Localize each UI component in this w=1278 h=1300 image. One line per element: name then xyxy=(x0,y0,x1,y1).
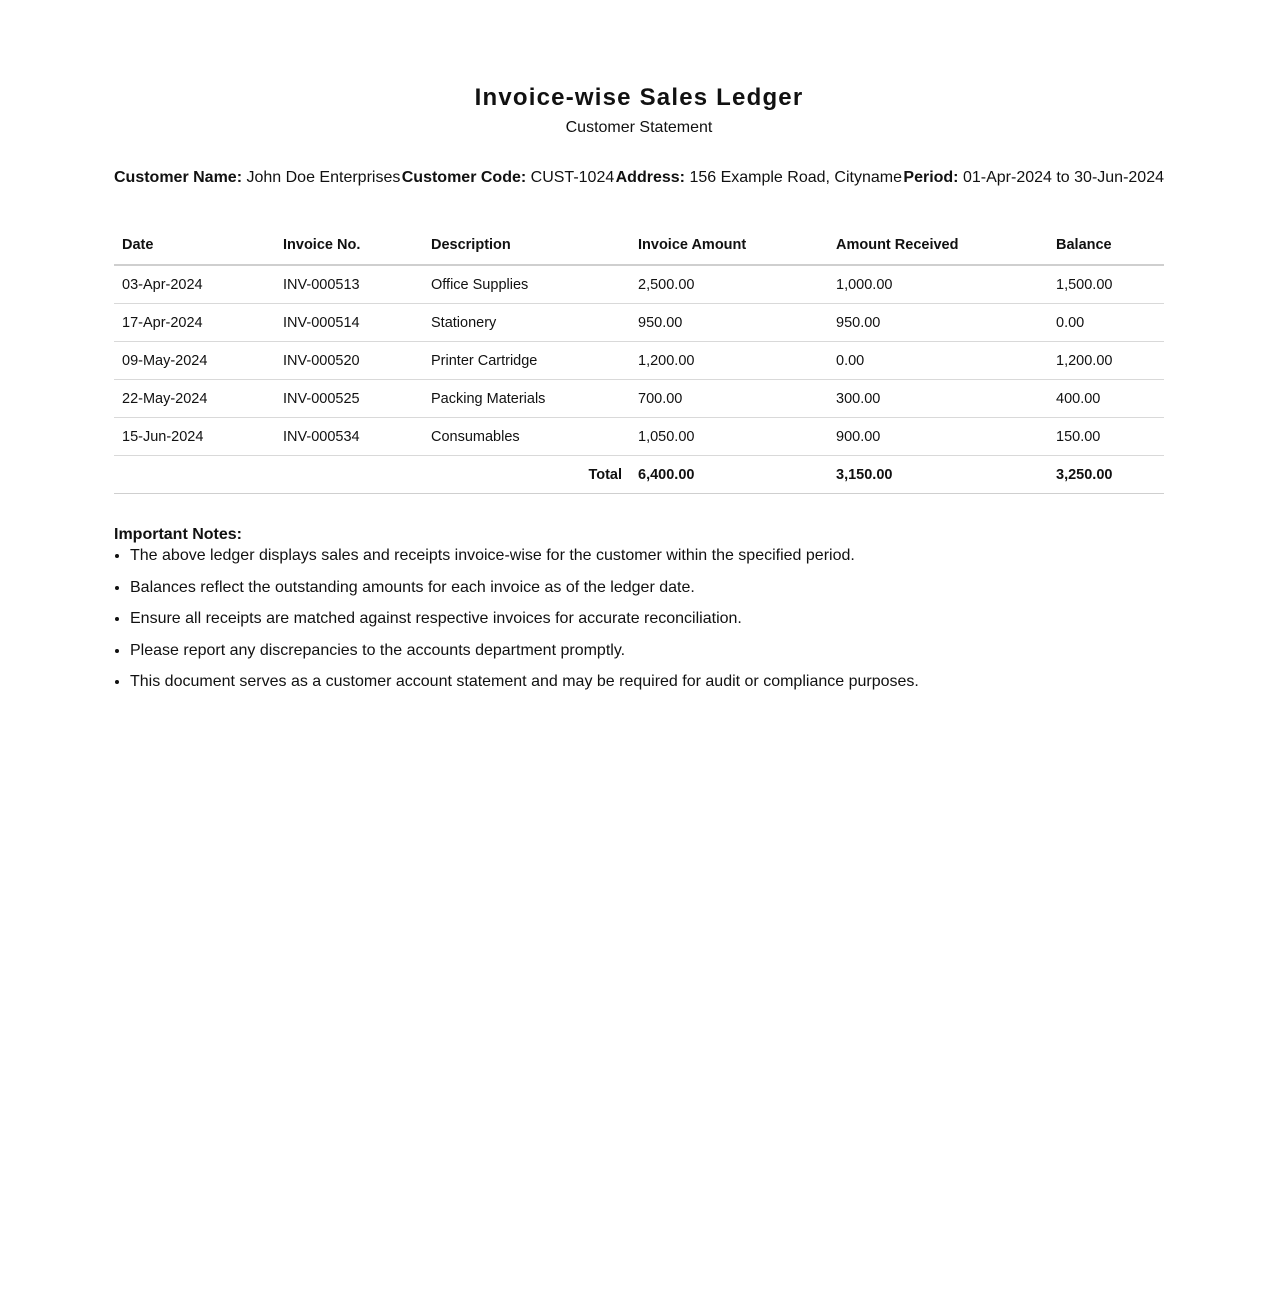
customer-address-value: 156 Example Road, Cityname xyxy=(689,169,902,186)
table-row xyxy=(114,304,1164,342)
cell-invoice-no: INV-000525 xyxy=(275,380,423,418)
cell-balance: 1,500.00 xyxy=(1048,265,1164,304)
ledger-document xyxy=(114,80,1164,704)
statement-period-label: Period: xyxy=(903,169,959,186)
notes-heading: Important Notes: xyxy=(114,526,242,543)
column-header-invoice-amount: Invoice Amount xyxy=(630,226,828,265)
cell-balance: 400.00 xyxy=(1048,380,1164,418)
column-header-amount-received: Amount Received xyxy=(828,226,1048,265)
cell-amount-received: 900.00 xyxy=(828,418,1048,456)
cell-invoice-amount: 1,200.00 xyxy=(630,342,828,380)
cell-balance: 0.00 xyxy=(1048,304,1164,342)
note-item: • The above ledger displays sales and receipts invoice-wise for the customer within the specified period. xyxy=(130,546,1164,566)
customer-address-label: Address: xyxy=(615,169,685,186)
cell-invoice-amount: 950.00 xyxy=(630,304,828,342)
note-item: • This document serves as a customer account statement and may be required for audit or compliance purposes. xyxy=(130,672,1164,692)
cell-date: 22-May-2024 xyxy=(114,380,275,418)
cell-description: Printer Cartridge xyxy=(423,342,630,380)
total-balance: 3,250.00 xyxy=(1048,456,1164,494)
cell-invoice-no: INV-000513 xyxy=(275,265,423,304)
cell-description: Packing Materials xyxy=(423,380,630,418)
statement-period xyxy=(903,168,1164,188)
cell-invoice-amount: 1,050.00 xyxy=(630,418,828,456)
total-invoice-amount: 6,400.00 xyxy=(630,456,828,494)
cell-balance: 150.00 xyxy=(1048,418,1164,456)
cell-description: Consumables xyxy=(423,418,630,456)
cell-balance: 1,200.00 xyxy=(1048,342,1164,380)
table-header-row xyxy=(114,226,1164,265)
cell-amount-received: 950.00 xyxy=(828,304,1048,342)
customer-address xyxy=(616,168,902,188)
cell-date: 17-Apr-2024 xyxy=(114,304,275,342)
page-title: Invoice-wise Sales Ledger xyxy=(474,84,804,111)
customer-code-label: Customer Code: xyxy=(401,169,527,186)
table-row xyxy=(114,418,1164,456)
cell-invoice-no: INV-000534 xyxy=(275,418,423,456)
customer-info xyxy=(114,168,1164,188)
cell-invoice-amount: 700.00 xyxy=(630,380,828,418)
table-total-row xyxy=(114,456,1164,494)
customer-name-label: Customer Name: xyxy=(114,169,243,186)
customer-code-value: CUST-1024 xyxy=(530,169,615,186)
table-row xyxy=(114,380,1164,418)
page-subtitle: Customer Statement xyxy=(565,119,713,136)
cell-date: 09-May-2024 xyxy=(114,342,275,380)
cell-description: Stationery xyxy=(423,304,630,342)
note-item: • Ensure all receipts are matched against respective invoices for accurate reconciliation. xyxy=(130,609,1164,629)
cell-invoice-no: INV-000520 xyxy=(275,342,423,380)
column-header-invoice-no: Invoice No. xyxy=(275,226,423,265)
statement-period-value: 01-Apr-2024 to 30-Jun-2024 xyxy=(962,169,1164,186)
table-row xyxy=(114,342,1164,380)
customer-name xyxy=(114,168,400,188)
customer-name-value: John Doe Enterprises xyxy=(246,169,401,186)
important-notes xyxy=(114,524,1164,692)
column-header-description: Description xyxy=(423,226,630,265)
cell-date: 15-Jun-2024 xyxy=(114,418,275,456)
note-item: • Balances reflect the outstanding amounts for each invoice as of the ledger date. xyxy=(130,578,1164,598)
cell-amount-received: 0.00 xyxy=(828,342,1048,380)
cell-invoice-amount: 2,500.00 xyxy=(630,265,828,304)
note-item: • Please report any discrepancies to the accounts department promptly. xyxy=(130,641,1164,661)
total-label: Total xyxy=(114,456,630,494)
cell-amount-received: 1,000.00 xyxy=(828,265,1048,304)
column-header-balance: Balance xyxy=(1048,226,1164,265)
total-amount-received: 3,150.00 xyxy=(828,456,1048,494)
cell-date: 03-Apr-2024 xyxy=(114,265,275,304)
ledger-table xyxy=(114,226,1164,494)
notes-list xyxy=(114,546,1164,692)
customer-code xyxy=(402,168,615,188)
column-header-date: Date xyxy=(114,226,275,265)
cell-amount-received: 300.00 xyxy=(828,380,1048,418)
cell-invoice-no: INV-000514 xyxy=(275,304,423,342)
table-row xyxy=(114,265,1164,304)
cell-description: Office Supplies xyxy=(423,265,630,304)
